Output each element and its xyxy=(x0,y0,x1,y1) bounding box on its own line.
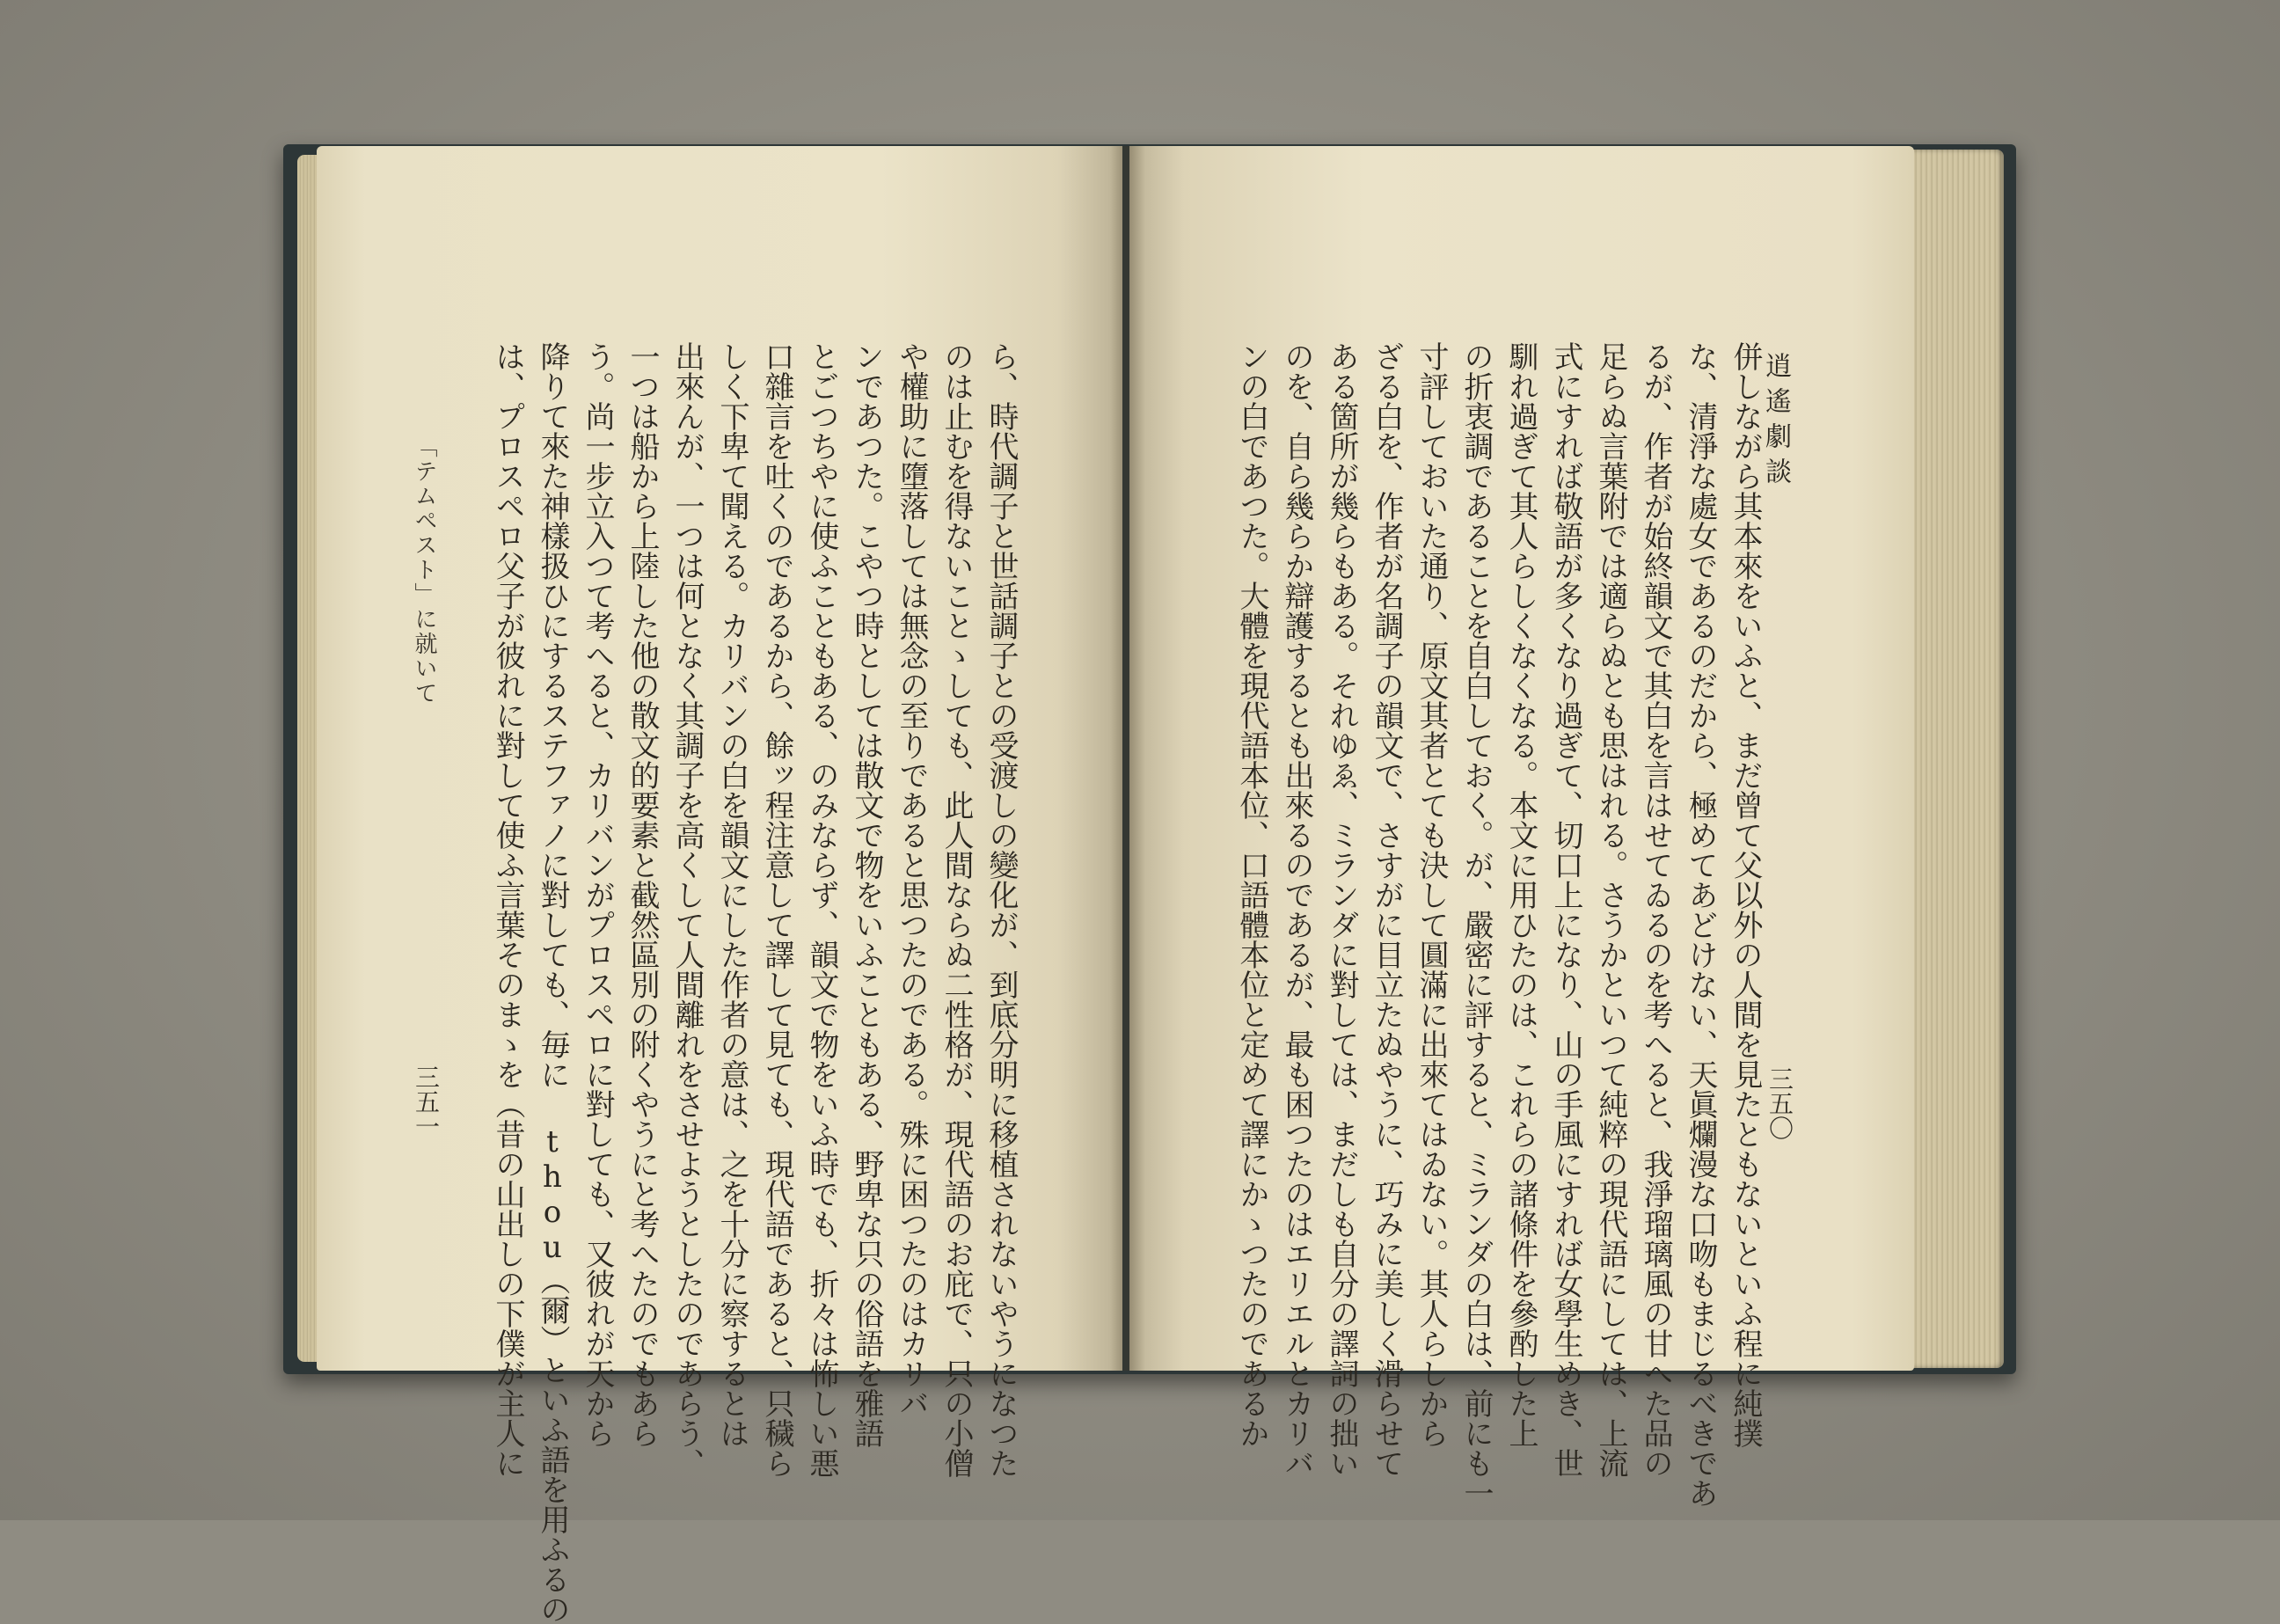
left-column-7: しく下卑て聞える。カリバンの白を韻文にした作者の意は、之を十分に察するとは xyxy=(714,341,749,1448)
right-column-1: 併しながら其本來をいふと、まだ曾て父以外の人間を見たともないといふ程に純撲 xyxy=(1728,341,1763,1448)
right-column-3: るが、作者が始終韻文で其白を言はせてゐるのを考へると、我淨瑠璃風の甘へた品の xyxy=(1638,341,1673,1478)
right-column-6: 馴れ過ぎて其人らしくなくなる。本文に用ひたのは、これらの諸條件を參酌した上 xyxy=(1503,341,1538,1448)
left-column-1: ら、時代調子と世話調子との受渡しの變化が、到底分明に移植されないやうになつた xyxy=(983,341,1019,1478)
left-page-number: 三五一 xyxy=(412,1064,441,1138)
right-column-11: のを、自ら幾らか辯護するとも出來るのであるが、最も困つたのはエリエルとカリバ xyxy=(1279,341,1314,1478)
left-column-5: とごつちやに使ふこともある、のみならず、韻文で物をいふ時でも、折々は怖しい悪 xyxy=(804,341,839,1478)
right-column-7: の折衷調であることを自白しておく。が、嚴密に評すると、ミランダの白は、前にも一 xyxy=(1458,341,1494,1508)
left-column-8: 出來んが、一つは何となく其調子を高くして人間離れをさせようとしたのであらう、 xyxy=(669,341,705,1478)
left-column-12: は、プロスペロ父子が彼れに對して使ふ言葉そのまゝを（昔の山出しの下僕が主人に xyxy=(490,341,525,1478)
left-column-6: 口雜言を吐くのであるから、餘ッ程注意して譯して見ても、現代語であると、只穢ら xyxy=(759,341,794,1478)
left-column-3: や權助に墮落しては無念の至りであると思つたのである。殊に困つたのはカリバ xyxy=(894,341,929,1418)
book-gutter xyxy=(1110,146,1145,1371)
right-column-10: ある箇所が幾らもある。それゆゑ、ミランダに對しては、まだしも自分の譯詞の拙い xyxy=(1324,341,1359,1478)
left-column-2: のは止むを得ないことゝしても、此人間ならぬ二性格が、現代語のお庇で、只の小僧 xyxy=(939,341,974,1478)
right-column-5: 式にすれば敬語が多くなり過ぎて、切口上になり、山の手風にすれば女學生めき、世 xyxy=(1548,341,1583,1478)
left-column-11: 降りて來た神樣扱ひにするステファノに對しても、毎に thou（爾）といふ語を用ふるの xyxy=(535,341,570,1624)
right-column-2: な、清淨な處女であるのだから、極めてあどけない、天眞爛漫な口吻もまじるべきであ xyxy=(1683,341,1718,1508)
left-footer: 「テムペスト」に就いて xyxy=(411,435,437,706)
right-column-9: ざる白を、作者が名調子の韻文で、さすがに目立たぬやうに、巧みに美しく滑らせて xyxy=(1369,341,1404,1478)
running-head: 逍遙劇談 xyxy=(1760,352,1791,493)
left-column-10: う。尚一步立入つて考へると、カリバンがプロスペロに對しても、又彼れが天から xyxy=(580,341,615,1448)
right-column-4: 足らぬ言葉附では適らぬとも思はれる。さうかといつて純粹の現代語にしては、上流 xyxy=(1593,341,1628,1478)
right-page-number: 三五〇 xyxy=(1765,1066,1794,1140)
right-column-8: 寸評しておいた通り、原文其者とても決して圓滿に出來てはゐない。其人らしから xyxy=(1414,341,1449,1448)
left-column-4: ンであつた。こやつ時としては散文で物をいふこともある、野卑な只の俗語を雅語 xyxy=(849,341,884,1448)
left-column-9: 一つは船から上陸した他の散文的要素と截然區別の附くやうにと考へたのでもあら xyxy=(625,341,660,1448)
right-column-12: ンの白であつた。大體を現代語本位、口語體本位と定めて譯にかゝつたのであるか xyxy=(1234,341,1269,1448)
